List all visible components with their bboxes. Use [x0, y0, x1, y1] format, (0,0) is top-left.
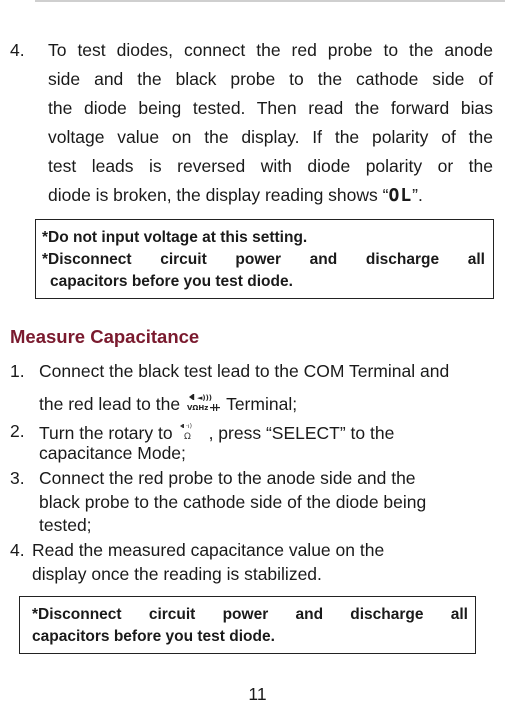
rotary-capacitance-icon	[177, 421, 199, 443]
step-text: Connect the red probe to the anode side and the	[39, 468, 416, 488]
paragraph-line: To test diodes, connect the red probe to the anode	[48, 40, 493, 60]
step-text: Read the measured capacitance value on the	[32, 540, 385, 560]
paragraph-line: the diode being tested. Then read the forward bias	[48, 98, 493, 118]
terminal-vohz-icon	[186, 392, 222, 414]
paragraph-line: side and the black probe to the cathode side of	[48, 69, 493, 89]
section-title: Measure Capacitance	[10, 326, 200, 347]
text-pre: diode is broken, the display reading shows “	[48, 185, 389, 205]
warning-box-diode	[35, 219, 494, 299]
step-text-line	[39, 392, 297, 415]
step-text: the red lead to the	[39, 394, 181, 414]
step-text: , press “SELECT” to the	[208, 423, 395, 443]
step-text: black probe to the cathode side of the diode being	[39, 492, 427, 512]
paragraph-line-last	[48, 181, 493, 210]
list-number: 4.	[10, 40, 25, 60]
step-text: tested;	[39, 515, 92, 535]
step-number: 1.	[10, 361, 25, 381]
warning-line: capacitors before you test diode.	[32, 628, 275, 645]
step-text: Connect the black test lead to the COM Terminal and	[39, 361, 450, 381]
svg-text:VΩHz: VΩHz	[187, 404, 209, 412]
paragraph-line: voltage value on the display. If the polarity of the	[48, 127, 493, 147]
step-text-line	[39, 421, 394, 444]
warning-line: *Do not input voltage at this setting.	[42, 229, 308, 246]
page-number: 11	[248, 684, 267, 704]
step-number: 4.	[10, 540, 25, 560]
step-text: capacitance Mode;	[39, 443, 186, 463]
paragraph-line: test leads is reversed with diode polarity or the	[48, 156, 493, 176]
svg-text:Ω: Ω	[183, 432, 191, 442]
step-text: display once the reading is stabilized.	[32, 564, 322, 584]
warning-line: capacitors before you test diode.	[50, 273, 293, 290]
svg-text:◄))): ◄)))	[197, 394, 213, 402]
step-number: 2.	[10, 421, 25, 441]
text-post: ”.	[412, 185, 423, 205]
warning-line: *Disconnect circuit power and discharge all	[32, 606, 468, 623]
svg-text:·ı): ·ı)	[185, 423, 192, 430]
warning-line: *Disconnect circuit power and discharge all	[42, 251, 485, 268]
step-text: Turn the rotary to	[39, 423, 173, 443]
step-number: 3.	[10, 468, 25, 488]
step-text: Terminal;	[226, 394, 298, 414]
top-rule	[35, 0, 505, 2]
ol-display-symbol: OL	[388, 185, 413, 206]
warning-box-capacitance	[19, 596, 476, 654]
